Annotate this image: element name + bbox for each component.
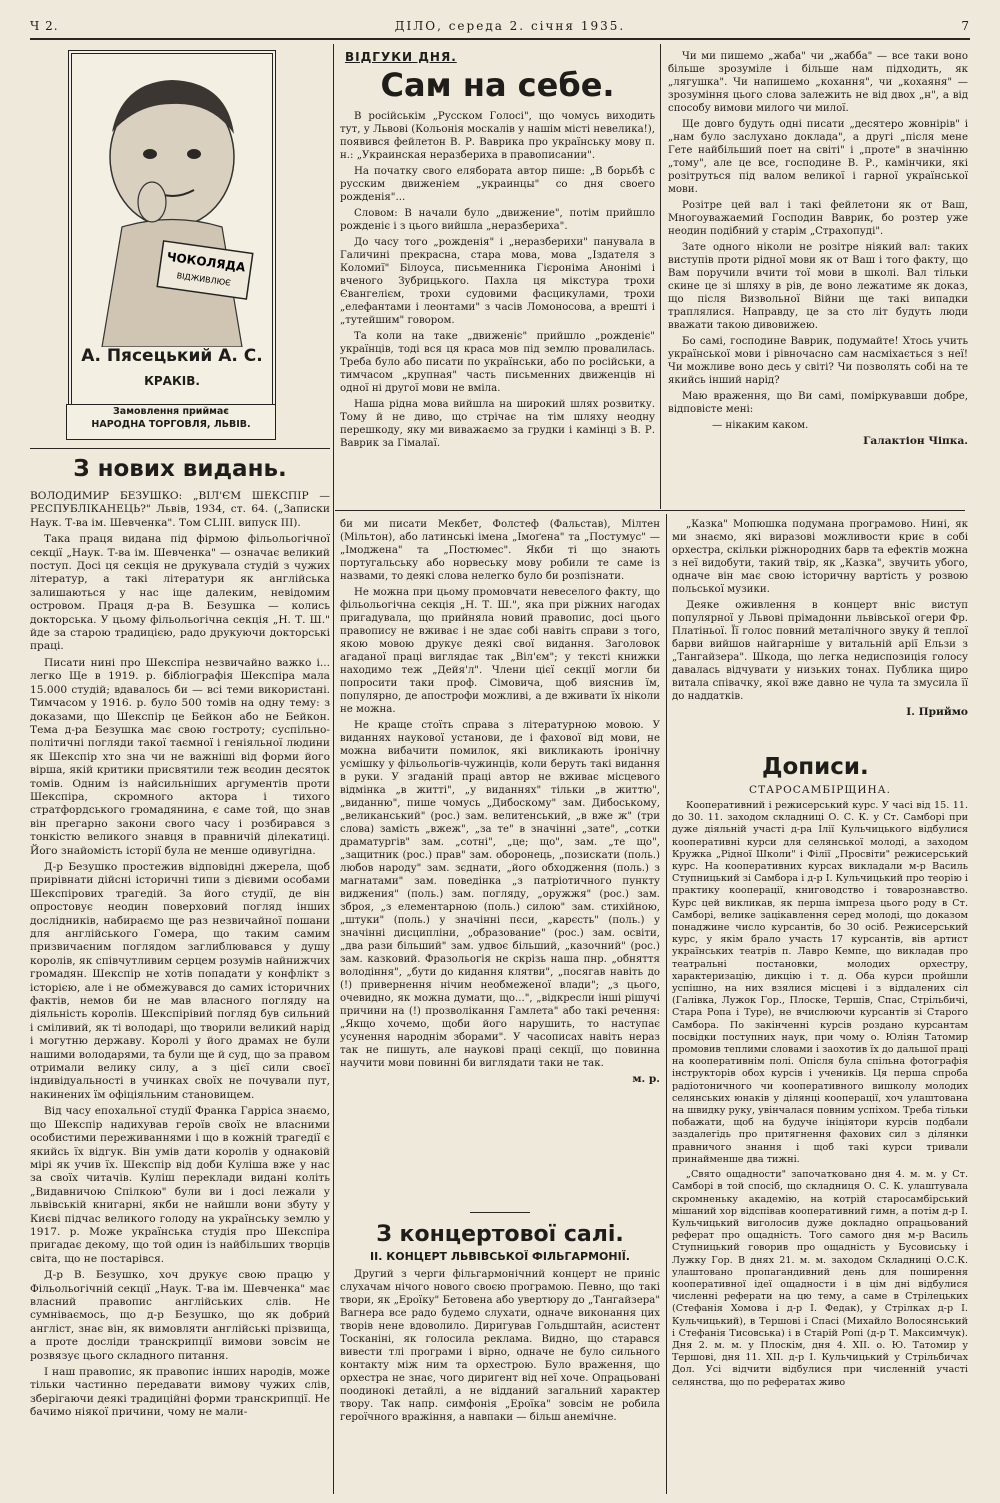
header-rule [30, 38, 970, 40]
ad-orders-line2: НАРОДНА ТОРГОВЛЯ, ЛЬВІВ. [91, 419, 251, 430]
concert-title: З концертової салі. [376, 1222, 624, 1247]
article-paragraph: Кооперативний і режисерський курс. У часі від 15. 11. до 30. 11. заходом складниці О. С. К. у Ст. Самборі при дуже діяльній участі д-ра Ілії Кульчицького відбулися кооперативні курси для селянської молоді, а заходом Кружка „Рідної Школи" і Філії „Просвіти" режисерський курс. На кооперативних курсах викладали м-р Василь Ступницький зі Самбора і д-р І. Кульчицький про теорію і практику кооперації, книговодство і товарознавство. Курс цей викликав, як перша імпреза цього роду в Ст. Самборі, велике зацікавлення серед молоді, що доказом понаджине число курсантів, бо 30 осіб. Режисерський курс, у якім брало участь 17 курсантів, вів артист українських театрів п. Лавро Кемпе, що викладав про театральні постановки, молодих орхестру, характеризацію, дикцію і т. д. Оба курси пройшли успішно, на них взялися місцеві і з віддалених сіл (Галівка, Лужок Гор., Плоске, Тершів, Спас, Стрільбичі, Стара Ропа і Туре), не вчислюючи курсантів зі Старого Самбора. По закінченні курсів роздано курсантам посвідки поступних наук, при чому о. Юліян Татомир промовив теплими словами і заохотив їх до дальшої праці на кооперативнім полі. Опісля була спільна фотографія інструкторів обох курсів і учеників. Ця перша спроба радіотоничного чи кооперативного вишколу молодих селянських юнаків у ділянці кооперації, хоч улаштована на швидку руку, увінчалася повним успіхом. Треба тільки побажати, щоб на будуче ініціятори курсів подбали заздалегідь про притягнення фахових сил з ділянки правничого знання і щоб такі курси тривали принайменше два тижні. [672, 800, 968, 1165]
package-text-2: ВІДЖИВЛЮЄ [176, 271, 232, 288]
article-paragraph: Така праця видана під фірмою фільольогічної секції „Наук. Т-ва ім. Шевченка" — означає великий поступ. Досі ця секція не друкувала студій з чужих літератур, а такі літератури як англійська залишаються у нас іще далеким, невідомим островом. Праця д-ра В. Безушка — колись докторська. У цьому фільольогічна секція „Н. Т. Ш." йде за старою традицією, радо друкуючи докторські праці. [30, 533, 330, 653]
article-paragraph: На початку свого елябората автор пише: „В борьбѣ с русским движеніем „украинцы" со дня своего рожденія"... [340, 166, 655, 203]
article-paragraph: Писати нині про Шекспіра незвичайно важко і... легко Ще в 1919. р. бібліографія Шекспіра мала 15.000 студій; вдавалось би — всі теми використані. Тимчасом у 1916. р. було 500 томів на одну тему: з доказами, що Шекспір це Бейкон або не Бейкон. Тема д-ра Безушка має свою гостроту; суспільно-політичні погляди такої таємної і геніяльної людини як Шекспір хто зна чи не важніші від форми його вірша, якій критики присвятили теж вєодин десяток томів. Одним із найсильніших аргументів проти Шекспіра, скромного актора і тихого стратфордського громадянина, є саме той, що знав він прегарно закони свого часу і розбирався з тонкістю великого знавця в правничій ділекатиці. Його знайомість історії була не менше одивугідна. [30, 656, 330, 857]
article-paragraph: Деяке оживлення в концерт вніс виступ популярної у Львові прімадонни львівської огери Фр. Платіньої. Її голос повний металічного звуку й теплої барви вийшов найгарніше у витальній арії Ельзи з „Тангайзера". Шкода, що легка недиспозиція голосу давалась відчувати у низьких тонах. Публика щиро витала співачку, якої вже давно не чула та змусила її до наддатків. [672, 600, 968, 702]
article-paragraph: Розітре цей вал і такі фейлетони як от Ваш, Многоуважаемий Господин Ваврик, бо розтер уже неодин подібний у старім „Страхопуді". [668, 200, 968, 237]
masthead: ДІЛО, середа 2. січня 1935. [394, 19, 626, 33]
child-illustration [82, 62, 262, 347]
article-paragraph: Та коли на таке „движеніє" прийшло „рожденіє" українців, тоді вся ця краса мов під землю провалилась. Треба було або писати по українськи, або по російськи, а тимчасом „крупная" часть письменних движенців ні одної ні другої мови не вміла. [340, 331, 655, 394]
dopysy-title: Дописи. [762, 754, 869, 780]
article-paragraph: Бо самі, господине Ваврик, подумайте! Хтось учить української мови і рівночасно сам насміхається з неї! Чи можливе воно десь у світі? Чи позволять собі на те якийсь інший нарід? [668, 336, 968, 386]
dopysy-region: СТАРОСАМБІРЩИНА. [749, 784, 891, 796]
dopysy-article [672, 800, 968, 1495]
concert-article-a [340, 1268, 660, 1496]
section-rule [335, 510, 965, 511]
column-rule-2 [660, 44, 661, 509]
chocolate-advertisement [68, 50, 276, 411]
article-paragraph: — нікаким каком. [712, 420, 809, 431]
package-text-1: ЧОКОЛЯДА [165, 249, 247, 275]
page-number-left: Ч 2. [30, 19, 59, 33]
article-paragraph: Ще довго будуть одні писати „десятеро жовнірів" і „нам було заслухано доклада", а другі „після мене Гете найбільший поет на світі" і „проте" в значінню „тому", але це все, господине В. Р., камінчики, які розітруться під валом великої і гарної української мови. [668, 119, 968, 195]
section-label: ВІДГУКИ ДНЯ. [345, 50, 457, 64]
article-paragraph: „Свято ощадности" започатковано дня 4. м. м. у Ст. Самборі в той спосіб, що складниця О. С. К. улаштувала скромненьку академію, на котрій старосамбірський мішаний хор відспівав кооперативний гимн, а потім д-р І. Кульчицький виголосив дуже докладно опрацьований реферат про ощадність. Того самого дня м-р Василь Ступницький говорив про ощадність у Бусовиську і Лужку Гор. В днях 21. м. м. заходом Складниці О.С.К. улаштовано пропагандивний день для поширення кооперативної ідеї ощадности і в цім дні відбулися численні реферати на цю тему, а саме в Стрілецьких (Стефанія Хомова і д-р І. Федак), у Стрілках д-р І. Кульчицький), в Тершові і Спасі (Михайло Волосянський і Стефанія Тисовська) і в Старій Ропі (д-р Т. Максимчук). Дня 2. м. м. у Плоскім, дня 4. XII. о. Ю. Татомир у Тершові, дня 11. XII. д-р І. Кульчицький у Стрільбичах Дол. Усі відчити відбулися при численній участі селянства, що по рефератах живо [672, 1169, 968, 1388]
article-paragraph: І наш правопис, як правопис інших народів, може тільки частинно передавати вимову чужих слів, зберігаючи деякі традиційні форми транскрипції. Не бачимо ніякої причини, чому не мали- [30, 1366, 330, 1419]
article-paragraph: Не краще стоїть справа з літературною мовою. У виданнях наукової установи, де і фахової від мови, не можна вибачити помилок, які викликають іронічну усмішку у фільольогів-чужинців, коли беруть такі видання в руки. У згаданій праці автор не вживає місцевого відмінка „в житті", „у виданнях" тільки „в життю", „виданню", пише чомусь „Дибоскому" зам. Дибоському, „великанський" (рос.) зам. велитенський, „в вже ж" (три слова) замість „вжеж", „за те" в значінні „зате", „сотки драматургів" зам. „сотні", „це; що", зам. „те що", „защитник (рос.) прав" зам. оборонець, „позискати (поль.) любов народу" зам. зєднати, „його обходження (поль.) з магнатами" зам. поведінка „з патріотичного пункту виджения" (поль.) зам. погляду, „оружжя" (рос.) зам. зброя, „з елементарною (поль.) силою" зам. стихійною, „штуки" (поль.) у значінні пєси, „карєсть" (поль.) у значінні дисципліни, „образование" (рос.) зам. освіти, „два рази більший" зам. удвоє більший, „казочний" (рос.) зам. казковий. Фразольогія не скрізь наша пнр. „обняття володіння", „бути до кидання клятви", „посягав навіть до (!) привернення нічим необмеженої влади"; „з цього, очевидно, як можна думати, що...", „відкресли інші рішучі причини на (!) прозволікання Гамлета" або такі речення: „Якщо хочемо, щоби його нарушить, то наступає усунення народнім зборами". У часописах навіть нераз так не пишуть, але наукові праці секції, що повинна научити мови повинні би виглядати таки не так. [340, 720, 660, 1069]
ad-city: КРАКІВ. [144, 374, 200, 388]
concert-subtitle: ІІ. КОНЦЕРТ ЛЬВІВСЬКОЇ ФІЛЬГАРМОНІЇ. [370, 1250, 630, 1263]
ad-brand: А. Пясецький А. С. [81, 346, 263, 366]
responses-signature: Галактіон Чіпка. [863, 435, 968, 447]
ad-rule [30, 448, 330, 449]
article-paragraph: Д-р В. Безушко, хоч друкує свою працю у Фільольогічній секції „Наук. Т-ва ім. Шевченка" має власний правопис англійських слів. Не сумніваємось, що д-р Безушко, що як добрий англіст, знає він, як вимовляти англійські прізвища, а проте досліди транскрипції вимови зовсім не розвязує цього складного питання. [30, 1269, 330, 1362]
column-rule-3 [666, 514, 667, 1494]
article-paragraph: В російськім „Русском Голосі", що чомусь виходить тут, у Львові (Кольонія москалів у нашім місті невелика!), появився фейлетон В. Р. Ваврика про українську мову п. н.: „Украинская неразбериха в правописании". [340, 111, 655, 161]
column-rule-1 [333, 44, 334, 1494]
page-header [30, 14, 970, 38]
article-paragraph: Другий з черги фільгармонічний концерт не приніс слухачам нічого нового своєю програмою. Певно, що такі твори, як „Ероїку" Бетовена або увертюру до „Тангайзера" Вагнера все радо будемо слухати, одначе виконання цих творів нене вдоволило. Диригував Гольдштайн, асистент Тосканіні, як голосила реклама. Видно, що старався вивести тлі програми і вірно, одначе не було сильного контакту між ним та орхестрою. Було враження, що орхестра не знає, чого диригент від неї хоче. Опрацьовані поодинокі детайлі, а не відданий загальний характер твору. Так напр. симфонія „Ероїка" зовсім не робила героїчного вражіння, а навпаки — більш анемічне. [340, 1269, 660, 1423]
ad-orders-line1: Замовлення приймає [113, 406, 229, 417]
responses-article-a [340, 110, 655, 508]
article-paragraph: „Казка" Мопюшка подумана програмово. Нині, як ми знаємо, які виразові можливости криє в собі орхестра, скільки ріжнородних барв та ефектів можна з неї видобути, такий твір, як „Казка", звучить убого, одначе він має свою історичну вартість у розвою польської музики. [672, 519, 968, 595]
responses-article-b [668, 50, 968, 502]
article-paragraph: ВОЛОДИМИР БЕЗУШКО: „ВІЛ'ЄМ ШЕКСПІР — РЕСПУБЛІКАНЕЦЬ?" Львів, 1934, ст. 64. („Записки Наук. Т-ва ім. Шевченка". Том CLIII. випуск III). [30, 490, 330, 529]
new-editions-title: З нових видань. [73, 456, 287, 482]
article-paragraph: Не можна при цьому промовчати невеселого факту, що фільольогічна секція „Н. Т. Ш.", яка при ріжних нагодах пригадувала, що прийняла новий правопис, досі цього правопису не вживає і не здає собі навіть справи з того, якою мовою друкує деякі свої видання. Заголовок агаданої праці виглядає так „Віл'єм"; у тексті книжки находимо теж „Дейя'л". Члени цієї секції могли би попросити таки проф. Сімовича, щоб вияснив їм, популярно, де апострофи можливі, а де вживати їх ніколи не можна. [340, 587, 660, 715]
article-paragraph: би ми писати Мекбет, Фолстеф (Фальстав), Мілтен (Мільтон), або латинські імена „Імоґена" та „Постумус" — „Імоджена" та „Постюмес". Якби ті що знають португальську або норвеську мову робили те саме із назвами, то деякі слова нелегко було би розпізнати. [340, 519, 660, 582]
page-number-right: 7 [961, 19, 970, 33]
article-paragraph: Маю враження, що Ви самі, поміркувавши добре, відповісте мені: [668, 391, 968, 415]
article-paragraph: Зате одного ніколи не розітре ніякий вал: таких виступів проти рідної мови як от Ваш і того факту, що Вам поручили вчити тої мови в школі. Вал тільки скине це зі шляху в рів, де воно лежатиме як доказ, що після Визвольної Війни ще такі випадки траплялися. Направду, це за сто літ будуть люди вважати такою дивовижею. [668, 242, 968, 331]
article-paragraph: Чи ми пишемо „жаба" чи „жабба" — все таки воно більше зрозуміле і більше нам підходить, як „лягушка". Чи напишемо „кохання", чи „кохаяня" — зрозуміння цього слова залежить не від двох „н", а від способу вимови милого чи милої. [668, 51, 968, 114]
ad-orders-box [66, 404, 276, 440]
short-rule [470, 1212, 530, 1213]
editions-continuation [340, 518, 660, 1206]
responses-title: Сам на себе. [380, 66, 615, 104]
article-paragraph: Наша рідна мова вийшла на широкий шлях розвитку. Тому й не диво, що стрічає на тім шляху неодну перешкоду, яку ми виважаємо за грудки і камінці з В. Р. Ваврик за Гімалаї. [340, 399, 655, 449]
continuation-signature: м. р. [632, 1073, 660, 1085]
new-editions-article [30, 490, 330, 1495]
concert-signature: І. Приймо [906, 706, 968, 718]
article-paragraph: Від часу епохальної студії Франка Гарріса знаємо, що Шекспір надихував героїв своїх не власними особистими переживаннями і що в кожній трагедії є якийсь їх відгук. Він умів дати королів у однаковій мірі як учив їх. Шекспір від доби Куліша вже у нас за своїх читачів. Куліш переклади видані коліть „Видавничою Спілкою" були ви і досі лежали у львівській книгарні, якби не найшли вони збуту у Києві підчас великого голоду на українську землю у 1917. р. Може українська студія про Шекспіра пригадає декому, що той один із найбільших творців світа, що не постарівся. [30, 1105, 330, 1265]
article-paragraph: Словом: В начали було „движение", потім прийшло рожденіє і з цього вийшла „неразбериха". [340, 208, 655, 232]
article-paragraph: До часу того „рожденія" і „неразберихи" панувала в Галичині прекрасна, стара мова, мова „Іздателя з Коломиї" Білоуса, письменника Гієроніма Анонімі і вченого Зубрицького. Пахла ця мікстура трохи Євангелієм, трохи судовими фасцикулами, трохи „елефантами і леонтами" з часів Ломоносова, а врешті і „тутейшим" говором. [340, 237, 655, 326]
article-paragraph: Д-р Безушко простежив відповідні джерела, щоб прирівнати дійсні історичні типи з дієвими особами Шекспірових трагедій. За його студії, де він опростовує неодин поверховий погляд інших дослідників, набираємо ще раз незвичайної пошани для англійського Гомера, що таким самим призвичаєним поглядом заглиблювався у душу королів, як співчутливим серцем розумів найнижчих громадян. Шекспір не хотів попадати у конфлікт з історією, але і не обмежувався до самих історичних фактів, немов би не мав власного погляду на діяльність королів. Шекспірівий погляд був сильний і сміливий, як ті володарі, що творили великий нарід і могутню державу. Королі у його драмах не були нашими володарями, та були ще й суд, що за правом отримали велику силу, а з цієї сили своєї індивідуальності в учинках своїх не почували пут, накинених їм офіціяльним становищем. [30, 860, 330, 1101]
concert-article-b [672, 518, 968, 740]
